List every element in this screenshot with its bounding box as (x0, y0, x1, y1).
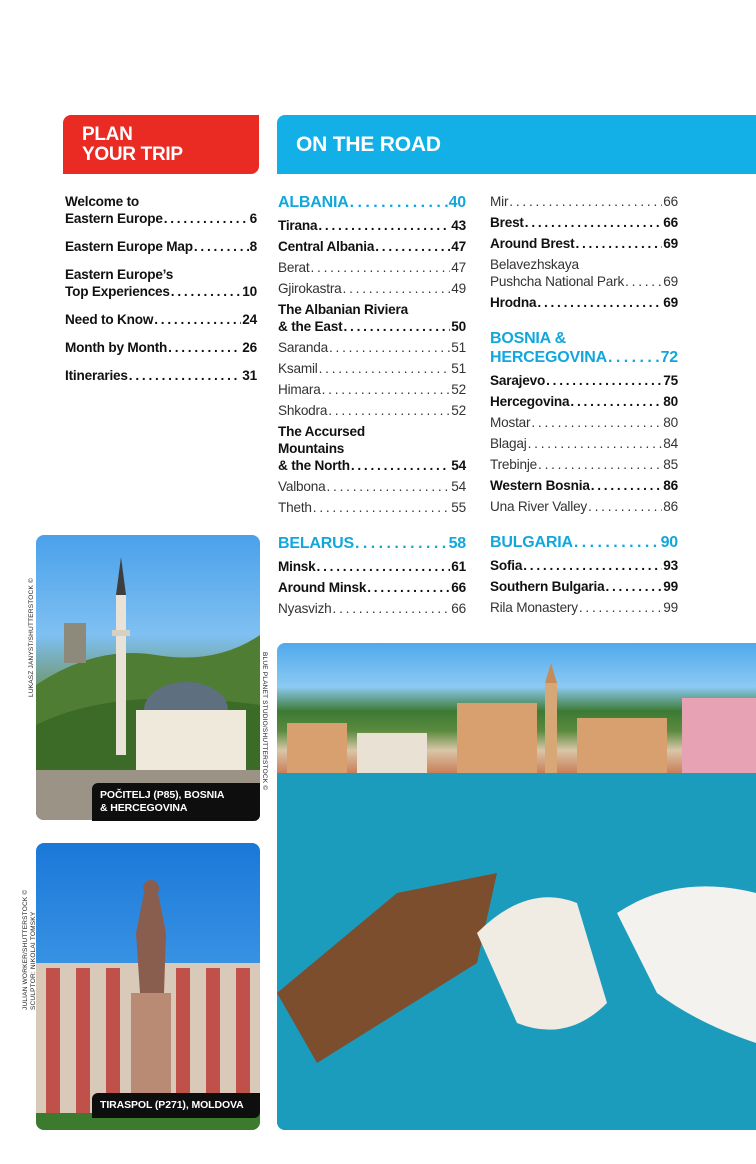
plan-item-dots (129, 367, 241, 384)
toc-region-page: 54 (451, 458, 466, 473)
toc-region-line: The Accursed (278, 424, 365, 439)
toc-region-label: Around Minsk (278, 580, 367, 595)
toc-place[interactable] (278, 360, 466, 377)
toc-place-row (490, 599, 678, 616)
toc-place-label: Valbona (278, 479, 326, 494)
toc-place-row (490, 456, 678, 473)
toc-place-row (278, 280, 466, 297)
toc-country-row (490, 348, 678, 367)
toc-place-page: 84 (663, 436, 678, 451)
pocitelj-credit: LUKASZ JANYST/SHUTTERSTOCK © (28, 578, 35, 697)
toc-country[interactable] (490, 329, 678, 367)
plan-your-trip-banner (63, 115, 259, 174)
plan-item-label: Top Experiences (65, 284, 170, 299)
toc-country-row (490, 533, 678, 552)
toc-region[interactable] (490, 235, 678, 252)
toc-region-row (278, 579, 466, 596)
plan-item-row (65, 210, 257, 227)
toc-place-page: 47 (451, 260, 466, 275)
pocitelj-caption (92, 783, 260, 821)
toc-region[interactable] (490, 214, 678, 231)
plan-item-row (65, 238, 257, 255)
toc-place-row (490, 273, 678, 290)
toc-place-row (278, 478, 466, 495)
toc-region-page: 66 (451, 580, 466, 595)
plan-item-row (65, 283, 257, 300)
toc-place[interactable] (278, 600, 466, 617)
toc-place[interactable] (278, 259, 466, 276)
tiraspol-credit-line2: SCULPTOR: NIKOLAI TOMSKY (30, 911, 37, 1010)
toc-place[interactable] (490, 256, 678, 290)
pocitelj-photo (36, 535, 260, 820)
toc-region-dots (525, 214, 663, 231)
toc-country-dots (355, 534, 448, 553)
toc-region-page: 75 (663, 373, 678, 388)
toc-country-page: 58 (448, 535, 466, 552)
plan-item-dots (164, 210, 249, 227)
toc-region-row (278, 217, 466, 234)
toc-country-label: BULGARIA (490, 534, 573, 551)
toc-place-dots (319, 360, 451, 377)
toc-place-dots (322, 381, 451, 398)
toc-region-page: 66 (663, 215, 678, 230)
plan-item-page: 10 (242, 284, 257, 299)
toc-region[interactable] (278, 238, 466, 255)
on-the-road-banner: ON THE ROAD (277, 115, 756, 174)
plan-item[interactable] (65, 193, 257, 227)
plan-item[interactable] (65, 238, 257, 255)
toc-region[interactable] (278, 579, 466, 596)
toc-region[interactable] (490, 557, 678, 574)
toc-region-page: 69 (663, 295, 678, 310)
toc-column-1 (278, 193, 466, 621)
toc-country[interactable] (490, 533, 678, 552)
toc-place-row (278, 381, 466, 398)
plan-banner-line1: PLAN (82, 124, 133, 145)
plan-item-label: Need to Know (65, 312, 154, 327)
toc-region-row (278, 238, 466, 255)
toc-place-label: Blagaj (490, 436, 527, 451)
toc-region[interactable] (490, 578, 678, 595)
harbour-photo (277, 643, 756, 1130)
plan-item[interactable] (65, 311, 257, 328)
plan-banner-line2: YOUR TRIP (82, 144, 183, 165)
toc-place-row (278, 360, 466, 377)
tiraspol-credit (22, 840, 38, 1010)
plan-item-page: 6 (249, 211, 257, 226)
toc-region-line: The Albanian Riviera (278, 302, 408, 317)
toc-country[interactable] (278, 193, 466, 212)
toc-place-page: 66 (663, 194, 678, 209)
toc-place[interactable] (278, 402, 466, 419)
toc-place-page: 85 (663, 457, 678, 472)
toc-country-line: BOSNIA & (490, 330, 567, 347)
toc-region-label: Hrodna (490, 295, 537, 310)
plan-item-label: Eastern Europe (65, 211, 163, 226)
toc-place-page: 54 (451, 479, 466, 494)
toc-country-label: HERCEGOVINA (490, 349, 607, 366)
toc-place[interactable] (278, 381, 466, 398)
toc-place-page: 51 (451, 361, 466, 376)
plan-item-dots (194, 238, 249, 255)
toc-place-page: 49 (451, 281, 466, 296)
toc-region-row (490, 214, 678, 231)
toc-region-row (490, 393, 678, 410)
toc-place[interactable] (278, 280, 466, 297)
toc-region-dots (537, 294, 662, 311)
toc-region[interactable] (490, 393, 678, 410)
plan-item-page: 24 (242, 312, 257, 327)
toc-place-dots (509, 193, 662, 210)
plan-item-page: 8 (249, 239, 257, 254)
toc-place-dots (588, 498, 662, 515)
toc-region-page: 61 (451, 559, 466, 574)
toc-region-row (278, 318, 466, 335)
toc-region[interactable] (490, 477, 678, 494)
toc-place-dots (326, 478, 450, 495)
toc-column-2 (490, 193, 678, 620)
tiraspol-illustration (36, 843, 260, 1130)
toc-region[interactable] (278, 217, 466, 234)
toc-region-label: Sofia (490, 558, 523, 573)
toc-region-dots (605, 578, 662, 595)
toc-region-row (490, 557, 678, 574)
toc-region-row (278, 558, 466, 575)
toc-country-dots (574, 533, 660, 552)
toc-country-row (278, 534, 466, 553)
toc-place-label: Nyasvizh (278, 601, 332, 616)
tiraspol-caption: TIRASPOL (P271), MOLDOVA (92, 1093, 260, 1118)
toc-place-row (278, 402, 466, 419)
plan-your-trip-list (65, 193, 257, 395)
plan-item-line1: Eastern Europe’s (65, 267, 174, 282)
toc-region-line: Mountains (278, 441, 345, 456)
toc-region-dots (570, 393, 662, 410)
toc-place-label: Saranda (278, 340, 328, 355)
toc-region-dots (546, 372, 662, 389)
toc-region-page: 69 (663, 236, 678, 251)
toc-region-page: 43 (451, 218, 466, 233)
plan-item-dots (171, 283, 241, 300)
toc-region-label: & the East (278, 319, 343, 334)
toc-place-label: Trebinje (490, 457, 538, 472)
toc-place-dots (579, 599, 662, 616)
toc-region-label: Hercegovina (490, 394, 570, 409)
toc-place[interactable] (490, 435, 678, 452)
toc-place-label: Theth (278, 500, 312, 515)
plan-item-row (65, 311, 257, 328)
toc-place-label: Mostar (490, 415, 531, 430)
toc-region-label: Western Bosnia (490, 478, 590, 493)
toc-place-page: 86 (663, 499, 678, 514)
toc-place-label: Berat (278, 260, 310, 275)
toc-place-row (490, 414, 678, 431)
toc-place-label: Rila Monastery (490, 600, 578, 615)
toc-place[interactable] (490, 498, 678, 515)
toc-place-dots (343, 280, 451, 297)
toc-place-dots (313, 499, 451, 516)
toc-place-dots (329, 339, 450, 356)
toc-region[interactable] (490, 372, 678, 389)
toc-place-page: 69 (663, 274, 678, 289)
pocitelj-caption-line1: POČITELJ (P85), BOSNIA (100, 789, 225, 801)
toc-region-page: 93 (663, 558, 678, 573)
harbour-illustration (277, 643, 756, 1130)
toc-region[interactable] (278, 423, 466, 474)
toc-region[interactable] (490, 294, 678, 311)
plan-item-label: Itineraries (65, 368, 128, 383)
toc-region-dots (375, 238, 450, 255)
toc-region-page: 86 (663, 478, 678, 493)
toc-place-row (490, 498, 678, 515)
tiraspol-photo (36, 843, 260, 1130)
toc-place[interactable] (278, 339, 466, 356)
toc-place[interactable] (278, 478, 466, 495)
toc-country-label: ALBANIA (278, 194, 349, 211)
toc-place-page: 99 (663, 600, 678, 615)
toc-region[interactable] (278, 558, 466, 575)
toc-region-page: 47 (451, 239, 466, 254)
toc-place-page: 55 (451, 500, 466, 515)
toc-country-dots (608, 348, 660, 367)
toc-region-row (278, 457, 466, 474)
toc-place-label: Ksamil (278, 361, 318, 376)
toc-region-dots (317, 558, 451, 575)
toc-region-label: Around Brest (490, 236, 575, 251)
toc-place-label: Gjirokastra (278, 281, 342, 296)
toc-place[interactable] (490, 414, 678, 431)
toc-region-label: Minsk (278, 559, 316, 574)
toc-place-dots (333, 600, 451, 617)
toc-region-row (490, 372, 678, 389)
pocitelj-illustration (36, 535, 260, 820)
toc-region-page: 80 (663, 394, 678, 409)
toc-place-row (490, 435, 678, 452)
plan-item[interactable] (65, 266, 257, 300)
toc-place-page: 66 (451, 601, 466, 616)
toc-region-dots (318, 217, 450, 234)
toc-place-row (490, 193, 678, 210)
toc-region-label: & the North (278, 458, 350, 473)
toc-place-row (278, 259, 466, 276)
plan-item-label: Eastern Europe Map (65, 239, 193, 254)
plan-item[interactable] (65, 339, 257, 356)
toc-place-label: Una River Valley (490, 499, 588, 514)
toc-place-label: Himara (278, 382, 321, 397)
toc-place-dots (528, 435, 663, 452)
toc-region-label: Tirana (278, 218, 318, 233)
toc-region-dots (523, 557, 662, 574)
toc-region-label: Sarajevo (490, 373, 546, 388)
toc-region-label: Brest (490, 215, 524, 230)
toc-region-row (490, 578, 678, 595)
toc-country-row (278, 193, 466, 212)
toc-country[interactable] (278, 534, 466, 553)
toc-place-label: Pushcha National Park (490, 274, 625, 289)
toc-place-row (278, 600, 466, 617)
toc-region-row (490, 294, 678, 311)
toc-region[interactable] (278, 301, 466, 335)
toc-region-dots (575, 235, 662, 252)
toc-place-dots (531, 414, 662, 431)
toc-place-line: Belavezhskaya (490, 257, 579, 272)
tiraspol-credit-line1: JULIAN WORKER/SHUTTERSTOCK © (22, 889, 29, 1010)
toc-place-label: Shkodra (278, 403, 328, 418)
toc-region-dots (351, 457, 450, 474)
toc-place-dots (538, 456, 662, 473)
toc-place[interactable] (490, 599, 678, 616)
toc-place[interactable] (278, 499, 466, 516)
toc-place-row (278, 339, 466, 356)
toc-place-page: 51 (451, 340, 466, 355)
toc-country-page: 40 (448, 194, 466, 211)
toc-country-dots (350, 193, 448, 212)
plan-item-line1: Welcome to (65, 194, 140, 209)
plan-item-page: 31 (242, 368, 257, 383)
toc-region-label: Southern Bulgaria (490, 579, 605, 594)
plan-item-row (65, 339, 257, 356)
toc-place-page: 52 (451, 403, 466, 418)
toc-region-row (490, 235, 678, 252)
toc-place-dots (328, 402, 450, 419)
toc-region-dots (367, 579, 450, 596)
plan-item[interactable] (65, 367, 257, 384)
plan-item-page: 26 (242, 340, 257, 355)
toc-region-label: Central Albania (278, 239, 375, 254)
toc-region-page: 50 (451, 319, 466, 334)
toc-place[interactable] (490, 193, 678, 210)
plan-item-dots (154, 311, 241, 328)
toc-place-dots (311, 259, 451, 276)
toc-region-dots (343, 318, 450, 335)
toc-region-page: 99 (663, 579, 678, 594)
toc-place-page: 52 (451, 382, 466, 397)
toc-region-dots (591, 477, 663, 494)
toc-region-row (490, 477, 678, 494)
pocitelj-caption-line2: & HERCEGOVINA (100, 802, 188, 814)
plan-item-row (65, 367, 257, 384)
toc-country-page: 72 (660, 349, 678, 366)
toc-country-page: 90 (660, 534, 678, 551)
toc-place[interactable] (490, 456, 678, 473)
plan-item-dots (168, 339, 241, 356)
plan-item-label: Month by Month (65, 340, 168, 355)
toc-country-label: BELARUS (278, 535, 354, 552)
toc-place-label: Mir (490, 194, 509, 209)
harbour-credit: BLUE PLANET STUDIO/SHUTTERSTOCK © (261, 652, 268, 791)
toc-place-page: 80 (663, 415, 678, 430)
toc-place-row (278, 499, 466, 516)
toc-place-dots (625, 273, 662, 290)
